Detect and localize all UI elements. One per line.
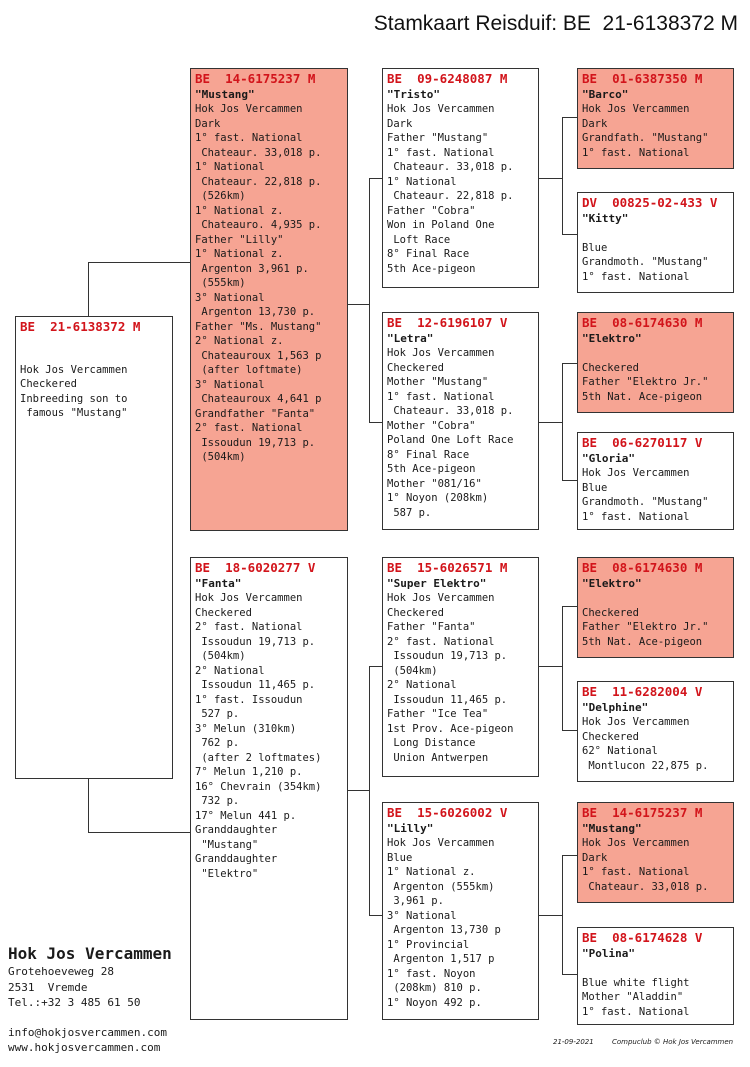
detail-line: 1° Noyon 492 p. — [387, 996, 482, 1009]
detail-line: Dark — [387, 117, 413, 130]
ring-number: BE 06-6270117 V — [582, 435, 703, 450]
connector-line — [562, 363, 563, 481]
detail-line: 1° fast. Issoudun — [195, 693, 303, 706]
detail-line: 1st Prov. Ace-pigeon — [387, 722, 514, 735]
detail-line: Issoudun 11,465 p. — [387, 693, 508, 706]
pigeon-name: "Barco" — [582, 88, 629, 101]
detail-line: 762 p. — [195, 737, 240, 749]
pigeon-name: "Mustang" — [582, 822, 642, 835]
connector-line — [562, 234, 577, 235]
breeder-street: Grotehoeveweg 28 — [8, 965, 114, 978]
detail-line: Checkered — [387, 361, 444, 374]
connector-line — [369, 422, 382, 423]
connector-line — [88, 262, 191, 263]
detail-line: (526km) — [195, 190, 246, 202]
detail-line: Checkered — [582, 606, 639, 619]
pigeon-name: "Elektro" — [582, 577, 642, 590]
connector-line — [562, 117, 563, 235]
pigeon-name: "Polina" — [582, 947, 635, 960]
detail-line: Father "Cobra" — [387, 204, 476, 217]
pigeon-name: "Super Elektro" — [387, 577, 487, 590]
connector-line — [347, 304, 369, 305]
detail-line: Grandfath. "Mustang" — [582, 132, 709, 144]
pigeon-name: "Elektro" — [582, 332, 642, 345]
detail-line: 1° National — [195, 161, 265, 173]
breeder-name: Hok Jos Vercammen — [8, 944, 172, 963]
detail-line: (208km) 810 p. — [387, 982, 482, 994]
pigeon-details — [387, 102, 534, 276]
pigeon-details — [582, 102, 729, 160]
ring-number: BE 08-6174628 V — [582, 930, 703, 945]
detail-line: 8° Final Race — [387, 448, 470, 461]
detail-line: Dark — [582, 117, 608, 130]
detail-line: 7° Melun 1,210 p. — [195, 766, 303, 778]
detail-line: 2° fast. National — [195, 621, 303, 633]
detail-line: Father "Ms. Mustang" — [195, 320, 322, 333]
breeder-city: 2531 Vremde — [8, 980, 88, 994]
pigeon-details — [582, 346, 729, 404]
connector-line — [562, 117, 577, 118]
detail-line: 1° fast. National — [387, 146, 495, 159]
detail-line: Argenton 13,730 p. — [195, 306, 316, 318]
detail-line: Chateaur. 22,818 p. — [195, 175, 322, 188]
detail-line: Chateaur. 33,018 p. — [387, 405, 514, 417]
detail-line: Grandmoth. "Mustang" — [582, 496, 709, 508]
detail-line: Grandmoth. "Mustang" — [582, 256, 709, 268]
connector-line — [538, 422, 562, 423]
connector-line — [369, 666, 370, 916]
detail-line: 1° Provincial — [387, 938, 470, 951]
pigeon-card-fmm[interactable] — [577, 432, 734, 530]
ring-number: BE 15-6026002 V — [387, 805, 508, 820]
pigeon-card-mfm[interactable] — [577, 681, 734, 782]
detail-line: Argenton (555km) — [387, 880, 495, 893]
detail-line: Checkered — [387, 606, 444, 619]
detail-line: 1° fast. National — [582, 146, 690, 159]
detail-line: 3° National — [195, 291, 265, 304]
detail-line: Issoudun 11,465 p. — [195, 679, 316, 691]
connector-line — [369, 666, 382, 667]
detail-line: Mother "Aladdin" — [582, 991, 684, 1003]
ring-number: BE 12-6196107 V — [387, 315, 508, 330]
connector-line — [562, 855, 563, 975]
detail-line: Hok Jos Vercammen — [195, 103, 303, 115]
detail-line: Hok Jos Vercammen — [582, 716, 690, 728]
pigeon-card-father[interactable] — [190, 68, 348, 531]
detail-line: Blue — [582, 241, 608, 254]
connector-line — [562, 730, 577, 731]
detail-line: Checkered — [20, 378, 77, 390]
pigeon-card-fmf[interactable] — [577, 312, 734, 413]
connector-line — [369, 178, 382, 179]
detail-line: Chateauroux 1,563 p — [195, 349, 322, 362]
detail-line: Poland One Loft Race — [387, 434, 514, 446]
detail-line: Hok Jos Vercammen — [582, 467, 690, 479]
detail-line: Blue white flight — [582, 976, 690, 989]
detail-line: Hok Jos Vercammen — [387, 347, 495, 359]
pigeon-card-subject[interactable] — [15, 316, 173, 779]
ring-number: BE 21-6138372 M — [20, 319, 141, 334]
ring-number: DV 00825-02-433 V — [582, 195, 718, 210]
footer-date: 21-09-2021 — [553, 1038, 594, 1046]
pigeon-name: "Lilly" — [387, 822, 434, 835]
detail-line: famous "Mustang" — [20, 407, 128, 419]
detail-line: 3° National — [195, 378, 265, 391]
connector-line — [562, 606, 563, 731]
detail-line: Argenton 3,961 p. — [195, 262, 309, 275]
detail-line: 5th Nat. Ace-pigeon — [582, 390, 703, 403]
ring-number: BE 08-6174630 M — [582, 315, 703, 330]
pigeon-card-mf[interactable] — [382, 557, 539, 777]
detail-line: "Mustang" — [195, 838, 259, 851]
detail-line: Checkered — [582, 361, 639, 374]
pigeon-card-mm[interactable] — [382, 802, 539, 1020]
connector-line — [562, 606, 577, 607]
detail-line: Grandfather "Fanta" — [195, 407, 316, 420]
connector-line — [562, 974, 577, 975]
ring-number: BE 14-6175237 M — [195, 71, 316, 86]
detail-line: 1° fast. National — [582, 1005, 690, 1018]
pigeon-details — [582, 591, 729, 649]
pigeon-card-mff[interactable] — [577, 557, 734, 658]
connector-line — [538, 178, 562, 179]
detail-line: Blue — [582, 481, 608, 494]
ring-number: BE 01-6387350 M — [582, 71, 703, 86]
detail-line — [20, 348, 168, 363]
detail-line: Father "Elektro Jr." — [582, 621, 709, 633]
detail-line: "Elektro" — [195, 867, 259, 880]
detail-line: Father "Ice Tea" — [387, 708, 489, 720]
detail-line: Chateaur. 22,818 p. — [387, 190, 514, 202]
detail-line: 1° fast. Noyon — [387, 967, 476, 980]
detail-line: Dark — [582, 851, 608, 864]
detail-line: 2° National — [387, 679, 457, 691]
connector-line — [369, 915, 382, 916]
detail-line: Issoudun 19,713 p. — [195, 635, 316, 648]
connector-line — [562, 363, 577, 364]
pigeon-name: "Gloria" — [582, 452, 635, 465]
detail-line: 5th Nat. Ace-pigeon — [582, 635, 703, 648]
detail-line: 732 p. — [195, 795, 240, 807]
connector-line — [562, 855, 577, 856]
pigeon-details — [20, 348, 168, 421]
pigeon-name: "Fanta" — [195, 577, 242, 590]
detail-line: Hok Jos Vercammen — [195, 592, 303, 604]
detail-line: 1° National z. — [195, 204, 284, 217]
pigeon-details — [582, 226, 729, 284]
connector-line — [88, 832, 191, 833]
detail-line: 17° Melun 441 p. — [195, 809, 297, 822]
detail-line: Union Antwerpen — [387, 751, 489, 764]
ring-number: BE 11-6282004 V — [582, 684, 703, 699]
detail-line — [582, 346, 729, 361]
detail-line: 1° National z. — [387, 866, 476, 878]
detail-line: Mother "Cobra" — [387, 419, 476, 432]
detail-line: 5th Ace-pigeon — [387, 262, 476, 275]
detail-line: 16° Chevrain (354km) — [195, 780, 322, 793]
detail-line: 1° fast. National — [195, 132, 303, 144]
breeder-website-link[interactable]: www.hokjosvercammen.com — [8, 1041, 161, 1054]
pigeon-name: "Kitty" — [582, 212, 629, 225]
detail-line — [582, 226, 729, 241]
pigeon-name: "Letra" — [387, 332, 434, 345]
pigeon-details — [582, 961, 729, 1019]
breeder-email-link[interactable]: info@hokjosvercammen.com — [8, 1025, 167, 1039]
connector-line — [347, 790, 369, 791]
detail-line: Hok Jos Vercammen — [387, 103, 495, 115]
breeder-info — [8, 944, 172, 1056]
detail-line: Hok Jos Vercammen — [582, 103, 690, 115]
pigeon-card-mother[interactable] — [190, 557, 348, 1020]
detail-line: Argenton 1,517 p — [387, 953, 495, 965]
connector-line — [88, 262, 89, 317]
ring-number: BE 14-6175237 M — [582, 805, 703, 820]
detail-line: Father "Mustang" — [387, 132, 489, 144]
detail-line: 1° National — [387, 175, 457, 188]
detail-line: Loft Race — [387, 233, 451, 246]
pigeon-details — [582, 466, 729, 524]
detail-line: (504km) — [195, 650, 246, 662]
detail-line: 62° National — [582, 745, 658, 757]
detail-line: 8° Final Race — [387, 248, 470, 260]
detail-line: (555km) — [195, 277, 246, 289]
detail-line: Granddaughter — [195, 824, 278, 836]
detail-line: Chateauro. 4,935 p. — [195, 219, 322, 231]
detail-line: Mother "Mustang" — [387, 376, 489, 388]
detail-line — [582, 961, 729, 976]
detail-line: Long Distance — [387, 737, 476, 749]
detail-line: Chateaur. 33,018 p. — [195, 146, 322, 159]
detail-line: 1° fast. National — [582, 510, 690, 523]
detail-line: 1° fast. National — [582, 270, 690, 283]
pigeon-card-fm[interactable] — [382, 312, 539, 530]
detail-line: 1° National z. — [195, 248, 284, 260]
ring-number: BE 15-6026571 M — [387, 560, 508, 575]
ring-number: BE 09-6248087 M — [387, 71, 508, 86]
detail-line: Mother "081/16" — [387, 477, 482, 490]
detail-line: Dark — [195, 117, 221, 130]
detail-line: 527 p. — [195, 708, 240, 720]
detail-line: 2° fast. National — [195, 422, 303, 434]
detail-line: (504km) — [387, 664, 438, 677]
detail-line: Hok Jos Vercammen — [387, 837, 495, 849]
pigeon-name: "Tristo" — [387, 88, 440, 101]
detail-line: 5th Ace-pigeon — [387, 463, 476, 475]
pigeon-details — [582, 715, 729, 773]
breeder-phone: Tel.:+32 3 485 61 50 — [8, 996, 141, 1009]
detail-line: 3° Melun (310km) — [195, 722, 297, 735]
detail-line: Father "Lilly" — [195, 233, 284, 246]
detail-line: 2° National — [195, 664, 265, 677]
detail-line: (after 2 loftmates) — [195, 751, 322, 764]
detail-line: 2° National z. — [195, 335, 284, 347]
detail-line: Issoudun 19,713 p. — [387, 650, 508, 662]
detail-line: 3,961 p. — [387, 895, 444, 907]
detail-line: Chateauroux 4,641 p — [195, 393, 322, 405]
connector-line — [562, 480, 577, 481]
detail-line: (504km) — [195, 451, 246, 463]
pigeon-details — [387, 836, 534, 1010]
connector-line — [88, 778, 89, 832]
detail-line: 587 p. — [387, 506, 432, 519]
pigeon-card-ff[interactable] — [382, 68, 539, 288]
detail-line: Checkered — [195, 606, 252, 619]
detail-line: Hok Jos Vercammen — [582, 837, 690, 849]
detail-line: 1° Noyon (208km) — [387, 492, 489, 504]
pigeon-details — [195, 102, 343, 465]
pigeon-card-mmm[interactable] — [577, 927, 734, 1025]
page-title: Stamkaart Reisduif: BE 21-6138372 M — [373, 12, 738, 35]
detail-line: (after loftmate) — [195, 364, 303, 376]
pigeon-name: "Mustang" — [195, 88, 255, 101]
detail-line: Chateaur. 33,018 p. — [582, 880, 709, 893]
detail-line: Inbreeding son to — [20, 392, 128, 405]
pigeon-card-fff[interactable] — [577, 68, 734, 169]
detail-line: 1° fast. National — [387, 390, 495, 403]
detail-line: Argenton 13,730 p — [387, 924, 501, 936]
pigeon-name: "Delphine" — [582, 701, 649, 714]
detail-line: Chateaur. 33,018 p. — [387, 161, 514, 173]
detail-line: 3° National — [387, 909, 457, 922]
pigeon-card-ffm[interactable] — [577, 192, 734, 293]
ring-number: BE 18-6020277 V — [195, 560, 316, 575]
detail-line: Granddaughter — [195, 853, 278, 865]
detail-line: Father "Fanta" — [387, 621, 476, 633]
pigeon-details — [582, 836, 729, 894]
pigeon-details — [195, 591, 343, 881]
detail-line: 2° fast. National — [387, 635, 495, 648]
connector-line — [538, 666, 562, 667]
detail-line: Checkered — [582, 730, 639, 743]
detail-line — [582, 591, 729, 606]
detail-line: 1° fast. National — [582, 866, 690, 878]
pigeon-details — [387, 591, 534, 765]
detail-line: Hok Jos Vercammen — [20, 363, 128, 376]
connector-line — [369, 178, 370, 423]
detail-line: Blue — [387, 851, 413, 864]
detail-line: Montlucon 22,875 p. — [582, 759, 709, 772]
connector-line — [538, 915, 562, 916]
detail-line: Father "Elektro Jr." — [582, 376, 709, 388]
pigeon-card-mmf[interactable] — [577, 802, 734, 903]
pigeon-details — [387, 346, 534, 520]
detail-line: Won in Poland One — [387, 219, 495, 231]
detail-line: Hok Jos Vercammen — [387, 592, 495, 604]
ring-number: BE 08-6174630 M — [582, 560, 703, 575]
footer-credit: Compuclub © Hok Jos Vercammen — [612, 1038, 734, 1046]
detail-line: Issoudun 19,713 p. — [195, 436, 316, 449]
